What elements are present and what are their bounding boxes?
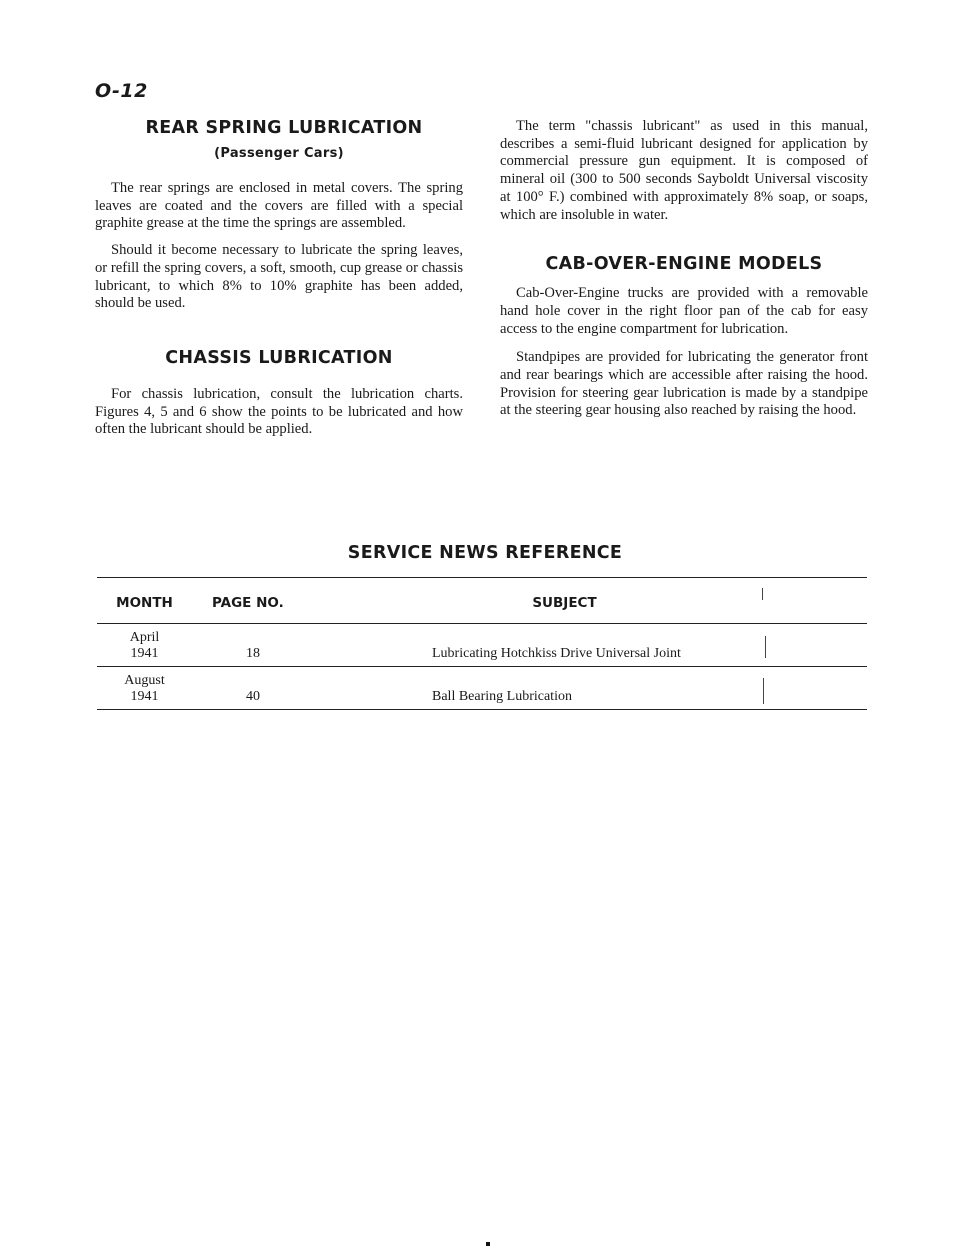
cab-over-engine-section (500, 254, 868, 420)
cab-over-engine-paragraph-2: Standpipes are provided for lubricating the generator front and rear bearings which are accessible after raising the hood. Provision for steering gear lubrication is made by a standpipe at the steering gear housing also reached by raising the hood. (500, 349, 868, 419)
scan-artifact-mark (765, 636, 766, 658)
month-year: 1941 (130, 689, 159, 704)
cab-over-engine-paragraph-1: Cab-Over-Engine trucks are provided with a removable hand hole cover in the right floor pan of the cab for easy access to the engine compartment for lubrication. (500, 285, 868, 337)
page-cell (192, 667, 432, 710)
month-cell (97, 624, 192, 667)
table-header-row (97, 578, 867, 624)
left-column (95, 118, 463, 439)
page-number: O-12 (95, 80, 148, 102)
table-row (97, 667, 867, 710)
chassis-heading: CHASSIS LUBRICATION (165, 347, 393, 368)
month-name: August (124, 673, 165, 688)
subject-cell: Lubricating Hotchkiss Drive Universal Joint (432, 624, 867, 667)
page-number-value: 40 (246, 689, 260, 704)
rear-spring-heading: REAR SPRING LUBRICATION (145, 118, 423, 138)
month-year: 1941 (130, 646, 159, 661)
service-news-reference-heading: SERVICE NEWS REFERENCE (347, 543, 623, 563)
cab-over-engine-heading: CAB-OVER-ENGINE MODELS (545, 254, 823, 275)
chassis-section (95, 348, 463, 439)
rear-spring-paragraph-2: Should it become necessary to lubricate the spring leaves, or refill the spring covers, a soft, smooth, cup grease or chassis lubricant, to which 8% to 10% graphite has been added, should be used. (95, 242, 463, 312)
month-cell (97, 667, 192, 710)
column-header-subject: SUBJECT (432, 578, 867, 624)
chassis-lubricant-definition: The term "chassis lubricant" as used in this manual, describes a semi-fluid lubricant designed for application by commercial pressure gun equipment. It is composed of mineral oil (300 to 500 seconds Sayboldt Universal viscosity at 100° F.) combined with approximately 8% soap, or soaps, which are insoluble in water. (500, 118, 868, 223)
scan-artifact-dot (486, 1242, 490, 1246)
scan-artifact-mark (763, 678, 764, 704)
column-header-month: MONTH (97, 578, 192, 624)
page-cell (192, 624, 432, 667)
column-header-page-no: PAGE NO. (192, 578, 432, 624)
scan-artifact-mark (762, 588, 763, 600)
table-row (97, 624, 867, 667)
subject-cell: Ball Bearing Lubrication (432, 667, 867, 710)
chassis-paragraph-1: For chassis lubrication, consult the lubrication charts. Figures 4, 5 and 6 show the points to be lubricated and how often the lubricant should be applied. (95, 385, 463, 438)
rear-spring-section (95, 118, 463, 313)
rear-spring-subheading: (Passenger Cars) (214, 146, 344, 161)
service-news-reference-table (97, 577, 867, 710)
page-number-value: 18 (246, 646, 260, 661)
rear-spring-paragraph-1: The rear springs are enclosed in metal covers. The spring leaves are coated and the covers are filled with a special graphite grease at the time the springs are assembled. (95, 180, 463, 232)
right-column (500, 118, 868, 420)
month-name: April (129, 630, 160, 645)
